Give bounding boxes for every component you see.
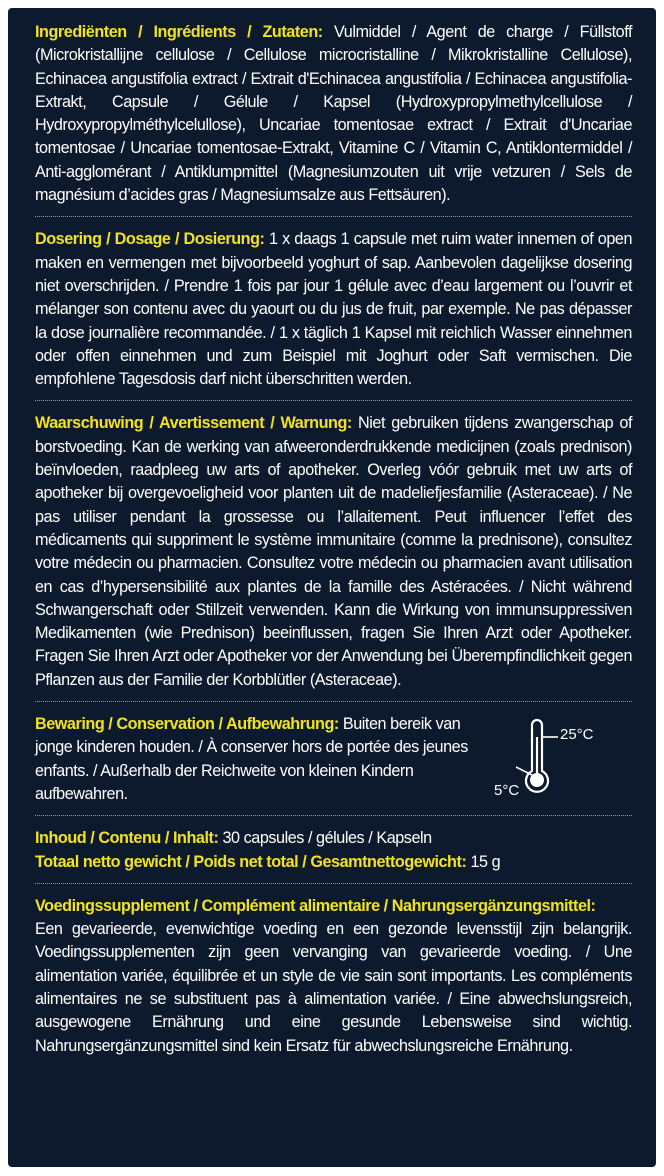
divider bbox=[35, 216, 632, 217]
weight-line bbox=[35, 851, 632, 874]
divider bbox=[35, 701, 632, 702]
product-label-panel bbox=[8, 8, 656, 1167]
divider bbox=[35, 400, 632, 401]
dosage-section bbox=[35, 228, 632, 391]
storage-paragraph bbox=[35, 713, 482, 806]
contents-line bbox=[35, 827, 632, 850]
warning-label: Waarschuwing / Avertissement / Warnung: bbox=[35, 414, 352, 433]
warning-section bbox=[35, 412, 632, 692]
contents-label: Inhoud / Contenu / Inhalt: bbox=[35, 829, 219, 848]
storage-section bbox=[35, 713, 632, 806]
warning-text: Niet gebruiken tijdens zwangerschap of borstvoeding. Kan de werking van afweeronderdrukkende medicijnen (zoals prednison) beïnvloeden, raadpleeg uw arts of apotheker. Overleg vóór gebruik met uw arts of apotheker bij overgevoeligheid voor planten uit de madeliefjesfamilie (Asteraceae). / Ne pas utiliser pendant la grossesse ou l’allaitement. Peut influencer l’effet des médicaments qui suppriment le système immunitaire (comme la prednisone), consultez votre médecin ou pharmacien. Consultez votre médecin ou pharmacien avant utilisation en cas d’hypersensibilité aux plantes de la famille des Astéracées. / Nicht während Schwangerschaft oder Stillzeit verwenden. Kann die Wirkung von immunsuppressiven Medikamenten (wie Prednison) beeinflussen, fragen Sie Ihren Arzt oder Apotheker. Fragen Sie Ihren Arzt oder Apotheker vor der Anwendung bei Überempfindlichkeit gegen Pflanzen aus der Familie der Korbblütler (Asteraceae). bbox=[35, 414, 632, 689]
contents-text: 30 capsules / gélules / Kapseln bbox=[218, 829, 432, 848]
max-temperature: 25°C bbox=[560, 726, 594, 744]
storage-label: Bewaring / Conservation / Aufbewahrung: bbox=[35, 715, 339, 734]
thermometer-icon bbox=[494, 715, 614, 805]
ingredients-text: Vulmiddel / Agent de charge / Füllstoff (Microkristallijne cellulose / Cellulose microcristalline / Mikrokristalline Cellulose), Echinacea angustifolia extract / Extrait d'Echinacea angustifolia / Echinacea angustifolia-Extrakt, Capsule / Gélule / Kapsel (Hydroxypropylmethylcellulose / Hydroxypropylméthylcelullose), Uncariae tomentosae extract / Extrait d'Uncariae tomentosae / Uncariae tomentosae-Extrakt, Vitamine C / Vitamin C, Antiklontermiddel / Anti-agglomérant / Antiklumpmittel (Magnesiumzouten uit vrije vetzuren / Sels de magnésium d’acides gras / Magnesiumsalze aus Fettsäuren). bbox=[35, 23, 632, 205]
divider bbox=[35, 883, 632, 884]
storage-text: Buiten bereik van jonge kinderen houden. / À conserver hors de portée des jeunes enfants. / Außerhalb der Reichweite von kleinen Kindern aufbewahren. bbox=[35, 715, 468, 803]
weight-text: 15 g bbox=[466, 852, 501, 871]
ingredients-label: Ingrediënten / Ingrédients / Zutaten: bbox=[35, 23, 323, 41]
weight-label: Totaal netto gewicht / Poids net total / Gesamtnettogewicht: bbox=[35, 852, 467, 871]
ingredients-section bbox=[35, 21, 632, 207]
divider bbox=[35, 815, 632, 816]
dosage-label: Dosering / Dosage / Dosierung: bbox=[35, 230, 265, 249]
supplement-heading bbox=[35, 895, 632, 918]
supplement-text: Een gevarieerde, evenwichtige voeding en een gezonde levensstijl zijn belangrijk. Voedingssupplementen zijn geen vervanging van gevarieerde voeding. / Une alimentation variée, équilibrée et un style de vie sain sont importants. Les compléments alimentaires ne se substituent pas à alimentation variée. / Eine abwechslungsreich, ausgewogene Ernährung und eine gesunde Lebensweise sind wichtig. Nahrungsergänzungsmittel sind kein Ersatz für abwechslungsreiche Ernährung. bbox=[35, 920, 632, 1055]
supplement-label: Voedingssupplement / Complément alimentaire / Nahrungsergänzungsmittel: bbox=[35, 896, 596, 915]
dosage-text: 1 x daags 1 capsule met ruim water innemen of open maken en vermengen met bijvoorbeeld yoghurt of sap. Aanbevolen dagelijkse dosering niet overschrijden. / Prendre 1 fois par jour 1 gélule avec d’eau largement ou l’ouvrir et mélanger son contenu avec du yaourt ou du jus de fruit, par exemple. Ne pas dépasser la dose journalière recommandée. / 1 x täglich 1 Kapsel mit reichlich Wasser einnehmen oder offen einnehmen und zum Beispiel mit Joghurt oder Saft vermischen. Die empfohlene Tagesdosis darf nicht überschritten werden. bbox=[35, 230, 632, 389]
min-temperature: 5°C bbox=[494, 782, 520, 800]
